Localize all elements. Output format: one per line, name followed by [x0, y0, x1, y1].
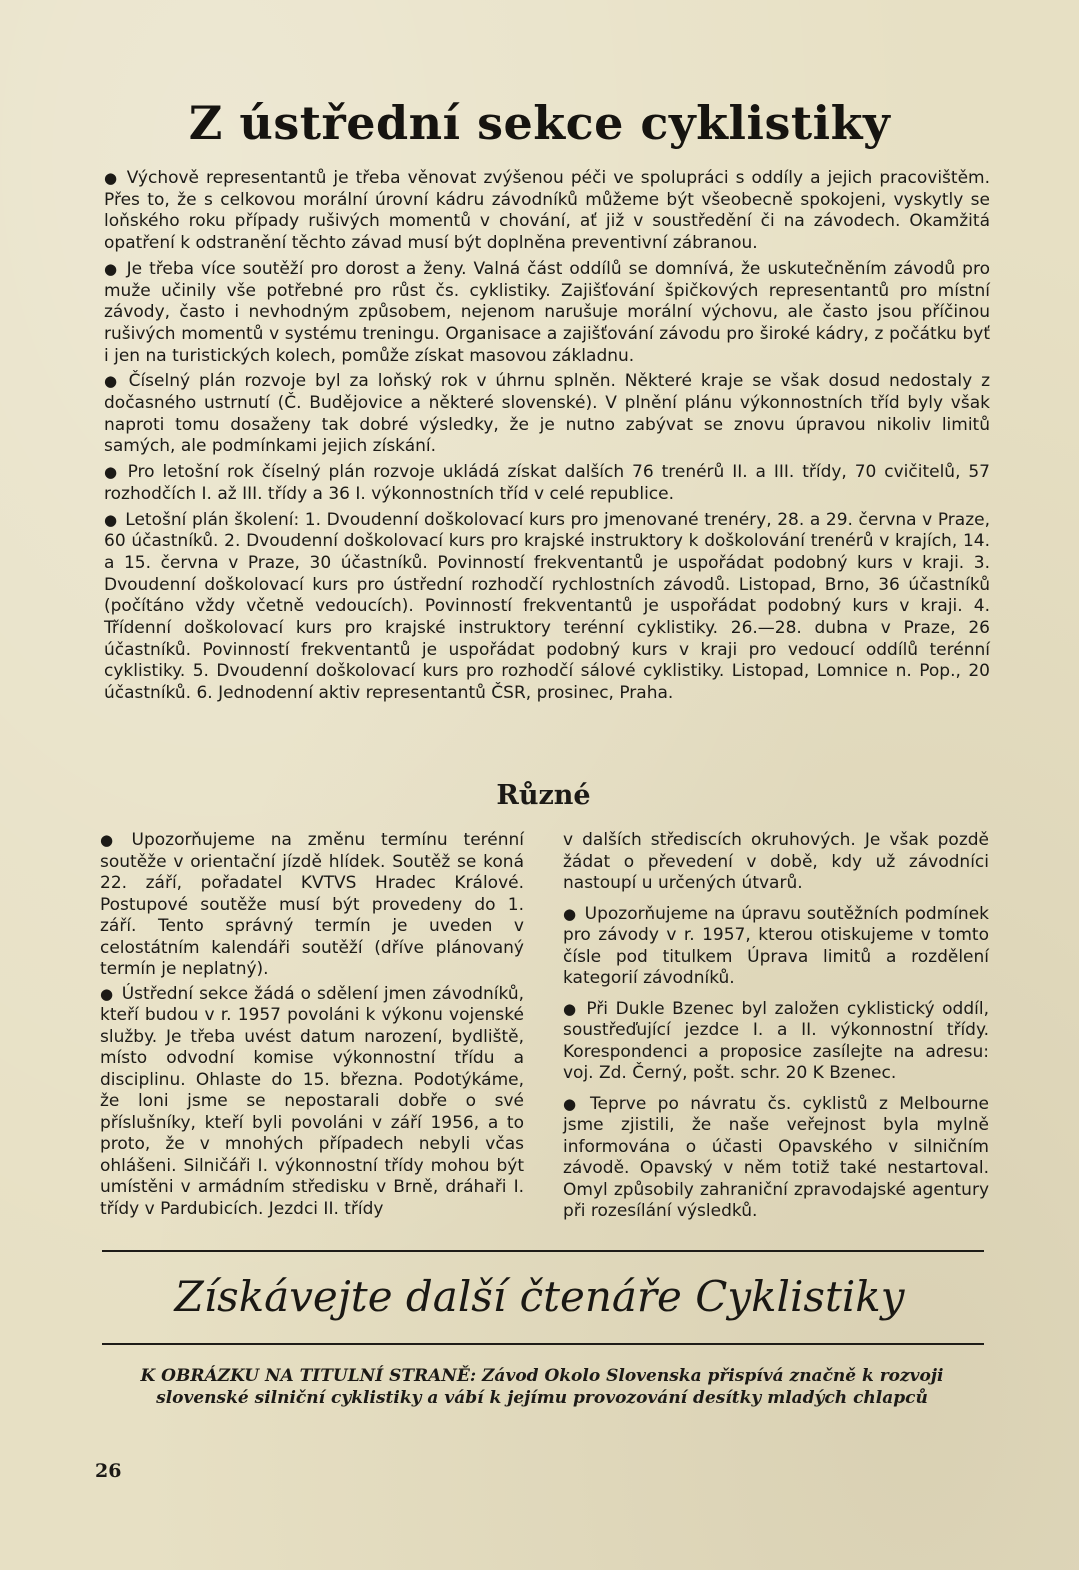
column-paragraph: ● Upozorňujeme na změnu termínu terénní soutěže v orientační jízdě hlídek. Soutěž se koná 22. září, pořadatel KVTVS Hradec Králové. Postupové soutěže musí být provedeny do 1. září. Tento správný termín je uveden v celostátním kalendáři soutěží (dříve plánovaný termín je neplatný).: [100, 830, 524, 979]
bullet-icon: ●: [100, 831, 124, 849]
cover-caption: K OBRÁZKU NA TITULNÍ STRANĚ: Závod Okolo Slovenska přispívá značně k rozvoji slovenské silniční cyklistiky a vábí k jejímu provozování desítky mladých chlapců: [140, 1366, 944, 1408]
main-article: [104, 168, 990, 709]
article-paragraph: ● Číselný plán rozvoje byl za loňský rok v úhrnu splněn. Některé kraje se však dosud nedostaly z dočasného ustrnutí (Č. Budějovice a některé slovenské). V plnění plánu výkonnostních tříd byly však naproti tomu dosaženy tak dobré výsledky, že je nutno zabývat se znovu úpravou nikoliv limitů samých, ale podmínkami jejich získání.: [104, 371, 990, 457]
article-paragraph: ● Letošní plán školení: 1. Dvoudenní doškolovací kurs pro jmenované trenéry, 28. a 29. června v Praze, 60 účastníků. 2. Dvoudenní doškolovací kurs pro krajské instruktory k doškolování trenérů v krajích, 14. a 15. června v Praze, 30 účastníků. Povinností frekventantů je uspořádat podobný kurs v kraji. 3. Dvoudenní doškolovací kurs pro ústřední rozhodčí rychlostních závodů. Listopad, Brno, 36 účastníků (počítáno vždy včetně vedoucích). Povinností frekventantů je uspořádat podobný kurs v kraji. 4. Třídenní doškolovací kurs pro krajské instruktory terénní cyklistiky. 26.—28. dubna v Praze, 26 účastníků. Povinností frekventantů je uspořádat podobný kurs v kraji pro vedoucí oddílů terénní cyklistiky. 5. Dvoudenní doškolovací kurs pro rozhodčí sálové cyklistiky. Listopad, Lomnice n. Pop., 20 účastníků. 6. Jednodenní aktiv representantů ČSR, prosinec, Praha.: [104, 509, 990, 704]
bullet-icon: ●: [104, 463, 120, 482]
bullet-icon: ●: [563, 904, 577, 923]
divider-bottom: [102, 1343, 984, 1345]
bullet-icon: ●: [104, 372, 121, 391]
divider-top: [102, 1250, 984, 1252]
bullet-icon: ●: [104, 169, 119, 187]
page-title: Z ústřední sekce cyklistiky: [188, 96, 891, 150]
column-paragraph: ● Teprve po návratu čs. cyklistů z Melbourne jsme zjistili, že naše veřejnost byla mylně informována o účasti Opavského v silničním závodě. Opavský v něm totiž také nestartoval. Omyl způsobily zahraniční zpravodajské agentury při rozesílání výsledků.: [563, 1093, 989, 1221]
right-column: [563, 830, 989, 1232]
article-paragraph: ● Pro letošní rok číselný plán rozvoje ukládá získat dalších 76 trenérů II. a III. třídy, 70 cvičitelů, 57 rozhodčích I. až III. třídy a 36 I. výkonnostních tříd v celé republice.: [104, 462, 990, 504]
column-paragraph: ● Upozorňujeme na úpravu soutěžních podmínek pro závody v r. 1957, kterou otiskujeme v tomto čísle pod titulkem Úprava limitů a rozdělení kategorií závodníků.: [563, 903, 990, 988]
slogan: Získávejte další čtenáře Cyklistiky: [174, 1272, 905, 1321]
bullet-icon: ●: [563, 999, 579, 1018]
bullet-icon: ●: [100, 984, 114, 1003]
column-paragraph: v dalších střediscích okruhových. Je však pozdě žádat o převedení v době, kdy už závodníci nastoupí u určených útvarů.: [563, 830, 989, 893]
bullet-icon: ●: [104, 510, 118, 529]
bullet-icon: ●: [104, 259, 119, 278]
page-number: 26: [95, 1460, 122, 1482]
column-paragraph: ● Ústřední sekce žádá o sdělení jmen závodníků, kteří budou v r. 1957 povoláni k výkonu vojenské služby. Je třeba uvést datum narození, bydliště, místo odvodní komise výkonnostní třídu a disciplinu. Ohlaste do 15. března. Podotýkáme, že loni jsme se nepostarali dobře o své příslušníky, kteří byli povoláni v září 1956, a to proto, že v mnohých případech nebyli včas ohlášeni. Silničáři I. výkonnostní třídy mohou být umístěni v armádním středisku v Brně, dráhaři I. třídy v Pardubicích. Jezdci II. třídy: [100, 983, 525, 1219]
bullet-icon: ●: [563, 1094, 583, 1113]
section-title: Různé: [496, 780, 591, 811]
left-column: [100, 830, 524, 1223]
column-paragraph: ● Při Dukle Bzenec byl založen cyklistický oddíl, soustřeďující jezdce I. a II. výkonnostní třídy. Korespondenci a proposice zasílejte na adresu: voj. Zd. Černý, pošt. schr. 20 K Bzenec.: [563, 998, 989, 1083]
article-paragraph: ● Je třeba více soutěží pro dorost a ženy. Valná část oddílů se domnívá, že uskutečněním závodů pro muže učinily vše potřebné pro růst čs. cyklistiky. Zajišťování špičkových representantů pro místní závody, často i nevhodným způsobem, nejenom narušuje morální výchovu, ale často jsou příčinou rušivých momentů v systému treningu. Organisace a zajišťování závodu pro široké kádry, z počátku byť i jen na turistických kolech, pomůže získat masovou základnu.: [104, 258, 990, 366]
article-paragraph: ● Výchově representantů je třeba věnovat zvýšenou péči ve spolupráci s oddíly a jejich pracovištěm. Přes to, že s celkovou morální úrovní kádru závodníků můžeme být všeobecně spokojeni, vyskytly se loňského roku případy rušivých momentů v chování, ať již v soustředění či na závodech. Okamžitá opatření k odstranění těchto závad musí být doplněna preventivní zábranou.: [104, 168, 990, 254]
